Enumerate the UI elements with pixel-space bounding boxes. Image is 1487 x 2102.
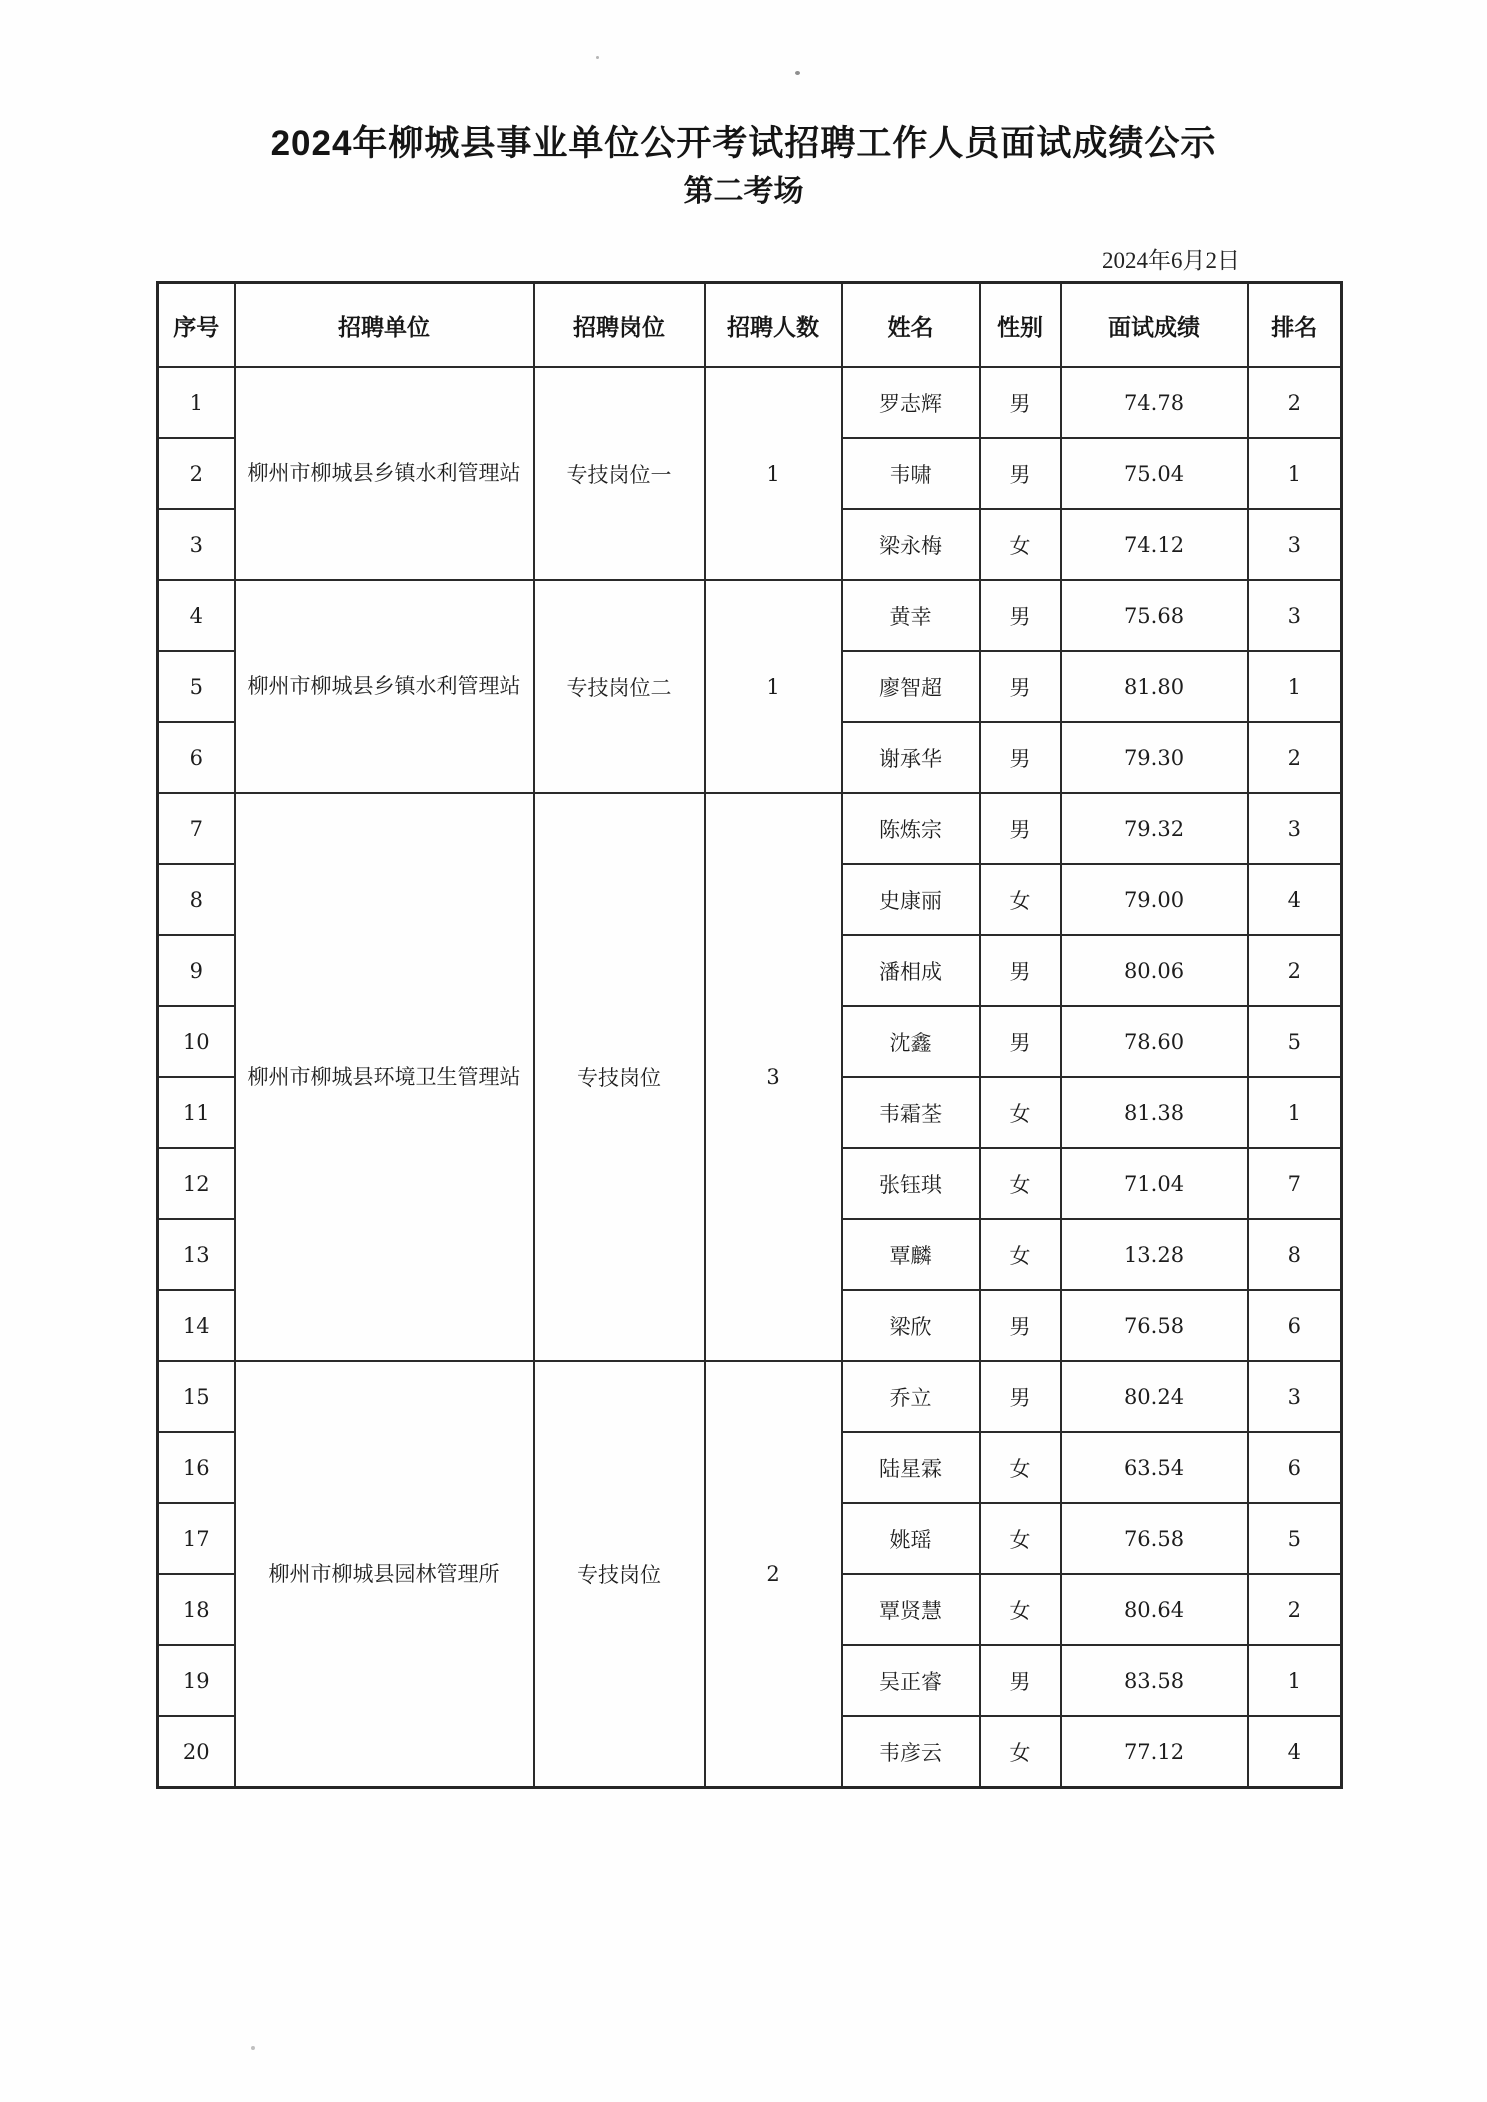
cell-score: 74.12 [1061, 509, 1248, 580]
cell-name: 廖智超 [842, 651, 980, 722]
cell-serial: 18 [158, 1574, 235, 1645]
cell-gender: 男 [980, 1290, 1061, 1361]
cell-rank: 1 [1248, 651, 1342, 722]
results-table-body [158, 367, 1342, 1788]
cell-score: 74.78 [1061, 367, 1248, 438]
cell-name: 梁欣 [842, 1290, 980, 1361]
table-row [158, 1361, 1342, 1432]
cell-gender: 男 [980, 651, 1061, 722]
table-header-row [158, 283, 1342, 368]
cell-rank: 1 [1248, 1645, 1342, 1716]
cell-gender: 女 [980, 1077, 1061, 1148]
cell-serial: 15 [158, 1361, 235, 1432]
cell-unit: 柳州市柳城县环境卫生管理站 [235, 793, 534, 1361]
cell-gender: 女 [980, 1148, 1061, 1219]
cell-score: 77.12 [1061, 1716, 1248, 1788]
cell-rank: 1 [1248, 438, 1342, 509]
cell-rank: 3 [1248, 793, 1342, 864]
cell-position: 专技岗位 [534, 793, 705, 1361]
cell-serial: 12 [158, 1148, 235, 1219]
cell-name: 罗志辉 [842, 367, 980, 438]
cell-serial: 7 [158, 793, 235, 864]
header-unit: 招聘单位 [235, 283, 534, 368]
cell-score: 83.58 [1061, 1645, 1248, 1716]
cell-rank: 8 [1248, 1219, 1342, 1290]
cell-name: 韦霜荃 [842, 1077, 980, 1148]
cell-name: 史康丽 [842, 864, 980, 935]
header-gender: 性别 [980, 283, 1061, 368]
cell-score: 79.30 [1061, 722, 1248, 793]
cell-rank: 6 [1248, 1290, 1342, 1361]
cell-name: 潘相成 [842, 935, 980, 1006]
cell-rank: 4 [1248, 864, 1342, 935]
table-row [158, 793, 1342, 864]
cell-gender: 女 [980, 1716, 1061, 1788]
cell-name: 姚瑶 [842, 1503, 980, 1574]
scan-speck [251, 2046, 255, 2050]
header-score: 面试成绩 [1061, 283, 1248, 368]
cell-gender: 男 [980, 793, 1061, 864]
cell-gender: 男 [980, 1645, 1061, 1716]
cell-rank: 1 [1248, 1077, 1342, 1148]
table-row [158, 367, 1342, 438]
cell-rank: 4 [1248, 1716, 1342, 1788]
header-name: 姓名 [842, 283, 980, 368]
cell-rank: 5 [1248, 1503, 1342, 1574]
document-date: 2024年6月2日 [1102, 248, 1240, 273]
cell-score: 80.24 [1061, 1361, 1248, 1432]
cell-gender: 女 [980, 1574, 1061, 1645]
page-subtitle: 第二考场 [683, 175, 804, 208]
cell-serial: 8 [158, 864, 235, 935]
cell-serial: 13 [158, 1219, 235, 1290]
cell-openings: 2 [705, 1361, 842, 1788]
cell-gender: 女 [980, 864, 1061, 935]
cell-serial: 9 [158, 935, 235, 1006]
cell-position: 专技岗位 [534, 1361, 705, 1788]
cell-gender: 男 [980, 580, 1061, 651]
cell-score: 76.58 [1061, 1290, 1248, 1361]
cell-name: 陆星霖 [842, 1432, 980, 1503]
cell-name: 韦彦云 [842, 1716, 980, 1788]
cell-name: 梁永梅 [842, 509, 980, 580]
cell-score: 71.04 [1061, 1148, 1248, 1219]
cell-rank: 2 [1248, 1574, 1342, 1645]
results-table [156, 281, 1343, 1789]
cell-serial: 4 [158, 580, 235, 651]
cell-name: 乔立 [842, 1361, 980, 1432]
cell-name: 韦啸 [842, 438, 980, 509]
cell-score: 75.68 [1061, 580, 1248, 651]
cell-score: 63.54 [1061, 1432, 1248, 1503]
cell-serial: 20 [158, 1716, 235, 1788]
cell-rank: 6 [1248, 1432, 1342, 1503]
cell-name: 谢承华 [842, 722, 980, 793]
cell-score: 80.64 [1061, 1574, 1248, 1645]
cell-serial: 2 [158, 438, 235, 509]
cell-score: 80.06 [1061, 935, 1248, 1006]
cell-name: 陈炼宗 [842, 793, 980, 864]
cell-serial: 3 [158, 509, 235, 580]
cell-serial: 16 [158, 1432, 235, 1503]
cell-serial: 19 [158, 1645, 235, 1716]
page-title: 2024年柳城县事业单位公开考试招聘工作人员面试成绩公示 [270, 124, 1217, 163]
cell-score: 81.80 [1061, 651, 1248, 722]
header-serial: 序号 [158, 283, 235, 368]
cell-rank: 5 [1248, 1006, 1342, 1077]
cell-gender: 男 [980, 367, 1061, 438]
cell-gender: 男 [980, 722, 1061, 793]
cell-gender: 女 [980, 1503, 1061, 1574]
cell-gender: 女 [980, 1432, 1061, 1503]
cell-name: 覃麟 [842, 1219, 980, 1290]
cell-score: 13.28 [1061, 1219, 1248, 1290]
cell-serial: 17 [158, 1503, 235, 1574]
cell-unit: 柳州市柳城县乡镇水利管理站 [235, 367, 534, 580]
cell-rank: 7 [1248, 1148, 1342, 1219]
cell-rank: 3 [1248, 580, 1342, 651]
cell-gender: 男 [980, 1006, 1061, 1077]
cell-unit: 柳州市柳城县乡镇水利管理站 [235, 580, 534, 793]
header-openings: 招聘人数 [705, 283, 842, 368]
cell-rank: 2 [1248, 367, 1342, 438]
cell-serial: 5 [158, 651, 235, 722]
cell-serial: 11 [158, 1077, 235, 1148]
cell-openings: 1 [705, 580, 842, 793]
cell-openings: 1 [705, 367, 842, 580]
cell-name: 张钰琪 [842, 1148, 980, 1219]
cell-gender: 男 [980, 935, 1061, 1006]
cell-gender: 女 [980, 509, 1061, 580]
cell-position: 专技岗位二 [534, 580, 705, 793]
header-rank: 排名 [1248, 283, 1342, 368]
table-row [158, 580, 1342, 651]
cell-position: 专技岗位一 [534, 367, 705, 580]
cell-name: 黄幸 [842, 580, 980, 651]
cell-serial: 14 [158, 1290, 235, 1361]
cell-gender: 男 [980, 1361, 1061, 1432]
cell-rank: 3 [1248, 1361, 1342, 1432]
cell-name: 沈鑫 [842, 1006, 980, 1077]
cell-gender: 男 [980, 438, 1061, 509]
cell-serial: 1 [158, 367, 235, 438]
cell-gender: 女 [980, 1219, 1061, 1290]
cell-openings: 3 [705, 793, 842, 1361]
cell-score: 79.00 [1061, 864, 1248, 935]
cell-name: 覃贤慧 [842, 1574, 980, 1645]
cell-score: 81.38 [1061, 1077, 1248, 1148]
cell-unit: 柳州市柳城县园林管理所 [235, 1361, 534, 1788]
header-position: 招聘岗位 [534, 283, 705, 368]
cell-rank: 3 [1248, 509, 1342, 580]
cell-name: 吴正睿 [842, 1645, 980, 1716]
cell-serial: 10 [158, 1006, 235, 1077]
cell-score: 78.60 [1061, 1006, 1248, 1077]
cell-rank: 2 [1248, 935, 1342, 1006]
cell-rank: 2 [1248, 722, 1342, 793]
cell-score: 75.04 [1061, 438, 1248, 509]
cell-score: 79.32 [1061, 793, 1248, 864]
cell-score: 76.58 [1061, 1503, 1248, 1574]
cell-serial: 6 [158, 722, 235, 793]
